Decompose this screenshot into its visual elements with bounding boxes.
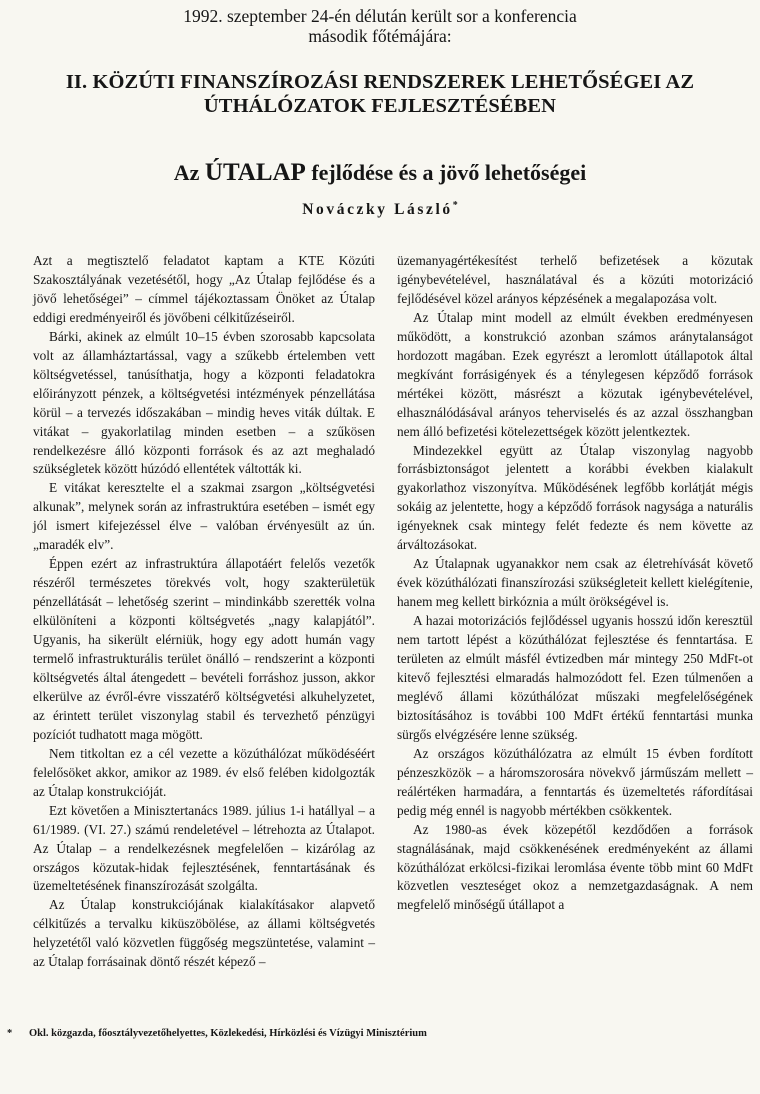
paragraph: Az Útalap konstrukciójának kialakításakor alapvető célkitűzés a tervalku kiküszöbölése, az állami költségvetés helyzetétől való közvetlen függőség megszüntetése, valamint – az Útalap forrásainak döntő részét képező – [33, 897, 375, 970]
paragraph: Nem titkoltan ez a cél vezette a közúthálózat működéséért felelősöket akkor, amikor az 1989. év első felében kidolgozták az Útalap konstrukcióját. [33, 745, 375, 799]
paragraph: Az Útalapnak ugyanakkor nem csak az életrehívását követő évek közúthálózati finanszírozási szükségleteit kellett kielégítenie, hanem meg kellett birkóznia a múlt örökségével is. [397, 556, 753, 610]
article-title-suffix: fejlődése és a jövő lehetőségei [305, 160, 587, 185]
right-column [397, 252, 753, 915]
section-title-line: II. KÖZÚTI FINANSZÍROZÁSI RENDSZEREK LEHETŐSÉGEI AZ [65, 71, 695, 93]
paragraph: A hazai motorizációs fejlődéssel ugyanis hosszú időn keresztül nem tartott lépést a közúthálózat fejlesztése és fenntartása. E területen az elmúlt másfél évtizedben már mintegy 250 MdFt-ot kitevő fejlesztési elmaradás halmozódott fel. Ezen túlmenően a meglévő állami közúthálózat műszaki megfelelőségének biztosításához is további 100 MdFt értékű fenntartási munka sürgős elvégzésére lenne szükség. [397, 613, 753, 742]
footnote [7, 1027, 747, 1041]
paragraph: Ezt követően a Minisztertanács 1989. július 1-i hatállyal – a 61/1989. (VI. 27.) számú rendeletével – létrehozta az Útalapot. Az Útalap – a rendelkezésnek megfelelően – kizárólag az országos közutak-hidak fejlesztésének, fenntartásának és üzemeltetésének finanszírozását szolgálta. [33, 802, 375, 894]
section-title [40, 70, 720, 118]
author-footnote-mark: * [452, 200, 458, 211]
paragraph: E vitákat keresztelte el a szakmai zsargon „költségvetési alkunak”, melynek során az infrastruktúra esetében – ismét egy jól ismert kifejezéssel élve – valóban érvényesült az ún. „maradék elv”. [33, 480, 375, 553]
author-line [180, 196, 580, 220]
intro-line: második főtémájára: [308, 26, 452, 46]
article-title-prefix: Az [173, 160, 205, 185]
paragraph: Mindezekkel együtt az Útalap viszonylag nagyobb forrásbiztonságot jelentett a korábbi években kialakult gyakorlathoz viszonyítva. Működésének legfőbb korlátját mégis sokáig az jelentette, hogy a képződő források nagysága a naturális igényeknek csak mintegy felét fedezte és nem követte az árváltozásokat. [397, 442, 753, 553]
intro-line: 1992. szeptember 24-én délután került sor a konferencia [183, 6, 577, 26]
article-title-utalap: ÚTALAP [204, 159, 306, 186]
paragraph: üzemanyagértékesítést terhelő befizetések a közutak igénybevételével, használatával és a közúti motorizáció fejlődésével közel arányos képzésének a megalapozása volt. [397, 253, 753, 306]
author-name: Nováczky László [302, 201, 453, 219]
paragraph: Azt a megtisztelő feladatot kaptam a KTE Közúti Szakosztályának vezetésétől, hogy „Az Útalap fejlődése és a jövő lehetőségei” – címmel tájékoztassam Önöket az Útalap eddigi eredményeiről és jövőbeni célkitűzéseiről. [33, 253, 375, 325]
paragraph: Az 1980-as évek közepétől kezdődően a források stagnálásának, majd csökkenésének eredményeként az állami közúthálózat erkölcsi-fizikai leromlása évente több mint 60 MdFt közvetlen veszteséget okoz a nemzetgazdaságnak. A nem megfelelő minőségű útállapot a [397, 821, 753, 913]
article-title [80, 160, 680, 186]
paragraph: Bárki, akinek az elmúlt 10–15 évben szorosabb kapcsolata volt az államháztartással, vagy a szűkebb értelemben vett költségvetéssel, tanúsíthatja, hogy a központi feladatokra előirányzott pénzek, a költségvetési intézmények pénzellátása körül – a tervezés időszakában – mindig heves viták dúltak. E vitákat – gyakorlatilag minden esetben – a szűkösen rendelkezésre álló központi források és az azt meghaladó szükségletek között húzódó ellentétek váltották ki. [33, 328, 375, 477]
left-column [33, 252, 375, 972]
footnote-mark: * [7, 1028, 13, 1039]
conference-intro [60, 6, 700, 46]
section-title-line: ÚTHÁLÓZATOK FEJLESZTÉSÉBEN [203, 95, 557, 117]
paragraph: Az országos közúthálózatra az elmúlt 15 évben fordított pénzeszközök – a háromszorosára növekvő járműszám mellett – reálértéken harmadára, a fenntartás és üzemeltetés ráfordításai pedig még ennél is nagyobb mértékben csökkentek. [397, 745, 753, 818]
footnote-text: Okl. közgazda, főosztályvezetőhelyettes, Közlekedési, Hírközlési és Vízügyi Minisztérium [29, 1028, 427, 1039]
paragraph: Az Útalap mint modell az elmúlt években eredményesen működött, a konstrukció azonban számos aránytalanságot hordozott magában. Ezek egyrészt a leromlott útállapotok által megkívánt forrásigények és a ténylegesen képződő források mértékei között, másrészt a közutak igénybevételével, elhasználódásával arányos teherviselés és az azzal összhangban nem álló befizetési kötelezettségek között jelentkeztek. [397, 309, 753, 439]
paragraph: Éppen ezért az infrastruktúra állapotáért felelős vezetők részéről természetes törekvés volt, hogy szakterületük pénzellátását – lehetőség szerint – mindinkább szerették volna elkülöníteni a központi költségvetés „nagy kalapjától”. Ugyanis, ha sikerült elérniük, hogy egy adott humán vagy termelő infrastrukturális terület önálló – rendszerint a központi költségvetés által átengedett – bevételi forráshoz jusson, akkor elkerülve az évről-évre visszatérő költségvetési alkuhelyzetet, az érintett terület viszonylag stabil és tervezhető pénzügyi pozíciót tudhatott maga mögött. [33, 556, 375, 742]
